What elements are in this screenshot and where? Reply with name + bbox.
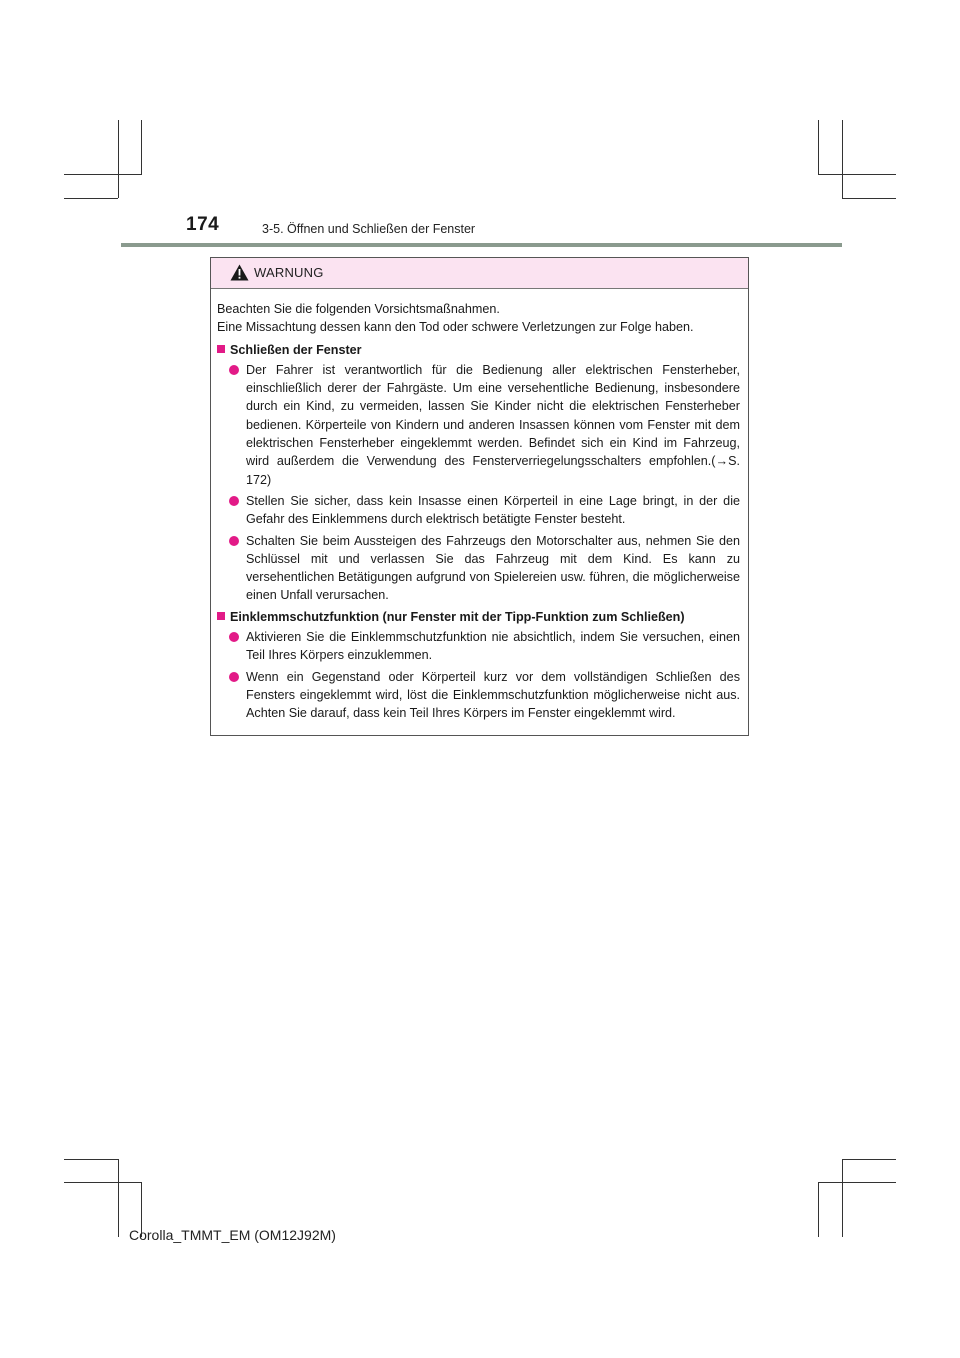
section-heading-text: Einklemmschutzfunktion (nur Fenster mit der Tipp-Funktion zum Schließen) <box>230 609 685 624</box>
warning-intro-line: Eine Missachtung dessen kann den Tod oder schwere Verletzungen zur Folge haben. <box>217 320 694 335</box>
list-item-text: Aktivieren Sie die Einklemmschutzfunktion nie absichtlich, indem Sie versuchen, einen Teil Ihres Körpers einzuklemmen. <box>246 630 740 663</box>
warning-triangle-icon <box>230 264 249 281</box>
list-item <box>229 628 740 665</box>
crop-mark <box>842 1159 843 1237</box>
warning-intro-line: Beachten Sie die folgenden Vorsichtsmaßnahmen. <box>217 302 500 316</box>
section-heading <box>217 608 740 626</box>
crop-mark <box>64 1182 142 1183</box>
page-number: 174 <box>186 214 220 235</box>
bullet-dot-icon <box>229 536 239 546</box>
warning-body <box>211 289 748 723</box>
crop-mark <box>818 1182 896 1183</box>
crop-mark <box>842 120 843 198</box>
warning-header <box>211 258 748 289</box>
crop-mark <box>842 1159 896 1160</box>
section-title: 3-5. Öffnen und Schließen der Fenster <box>262 222 476 236</box>
document-code: Corolla_TMMT_EM (OM12J92M) <box>129 1227 336 1243</box>
list-item-text: Der Fahrer ist verantwortlich für die Bedienung aller elektrischen Fensterheber, einschließlich derer der Fahrgäste. Um eine versehentliche Bedienung, insbesondere durch ein Kind, zu vermeiden, lassen Sie Kinder nicht die elektrischen Fensterheber bedienen. Körperteile von Kindern und anderen Insassen können vom Fenster mit dem elektrischen Fensterheber eingeklemmt werden. Befindet sich ein Kind im Fahrzeug, wird außerdem die Verwendung des Fensterverriegelungsschalters empfohlen.(→S. 172) <box>246 362 740 487</box>
list-item <box>229 532 740 605</box>
crop-mark <box>118 120 119 198</box>
crop-mark <box>64 198 118 199</box>
header-rule <box>121 243 842 247</box>
section-heading-text: Schließen der Fenster <box>230 342 362 357</box>
bullet-dot-icon <box>229 365 239 375</box>
warning-box <box>210 257 749 736</box>
square-bullet-icon <box>217 612 225 620</box>
warning-title: WARNUNG <box>254 265 324 280</box>
section-heading <box>217 341 740 359</box>
bullet-dot-icon <box>229 496 239 506</box>
crop-mark <box>64 1159 118 1160</box>
list-item-text: Stellen Sie sicher, dass kein Insasse einen Körperteil in eine Lage bringt, in der die Gefahr des Einklemmens durch elektrisch betätigte Fenster besteht. <box>246 493 740 527</box>
crop-mark <box>842 198 896 199</box>
list-item-text: Schalten Sie beim Aussteigen des Fahrzeugs den Motorschalter aus, nehmen Sie den Schlüssel mit und verlassen Sie das Fahrzeug mit dem Kind. Es kann zu versehentlichen Betätigungen aufgrund von Spielereien usw. führen, die möglicherweise einen Unfall verursachen. <box>246 533 740 603</box>
list-item <box>229 361 740 489</box>
crop-mark <box>818 1182 819 1237</box>
list-item <box>229 668 740 723</box>
list-item <box>229 492 740 529</box>
bullet-dot-icon <box>229 672 239 682</box>
bullet-dot-icon <box>229 632 239 642</box>
crop-mark <box>64 174 142 175</box>
list-item-text: Wenn ein Gegenstand oder Körperteil kurz vor dem vollständigen Schließen des Fensters eingeklemmt wird, löst die Einklemmschutzfunktion möglicherweise nicht aus. Achten Sie darauf, dass kein Teil Ihres Körpers im Fenster eingeklemmt wird. <box>246 669 740 721</box>
square-bullet-icon <box>217 345 225 353</box>
crop-mark <box>141 120 142 174</box>
crop-mark <box>818 174 896 175</box>
crop-mark <box>818 120 819 174</box>
crop-mark <box>118 1159 119 1237</box>
